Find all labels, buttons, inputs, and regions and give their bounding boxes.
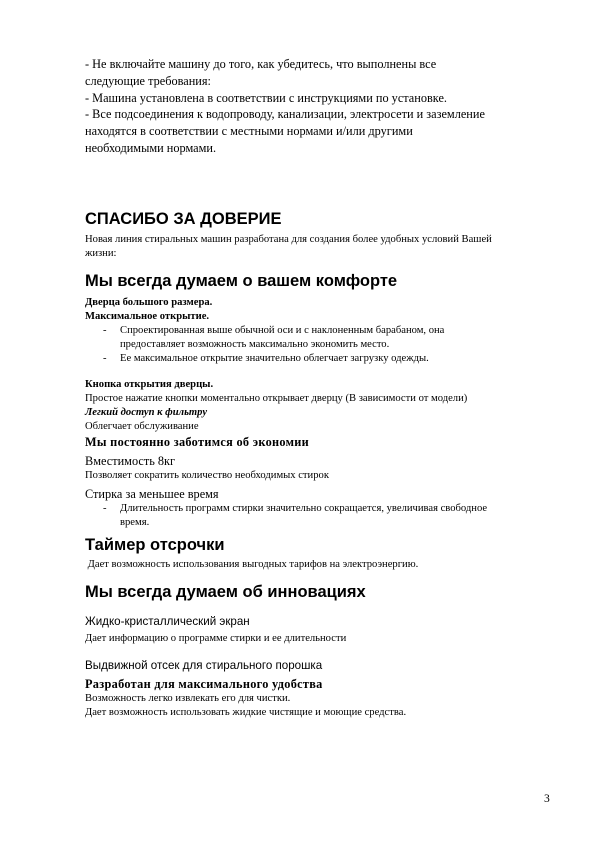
innovations-heading: Мы всегда думаем об инновациях — [85, 583, 366, 601]
lcd-text: Дает информацию о программе стирки и ее длительности — [85, 633, 347, 644]
economy-section — [85, 434, 555, 530]
bullet-text: Ее максимальное открытие значительно облегчает загрузку одежды. — [120, 353, 429, 364]
design-line: Возможность легко извлекать его для чистки. — [85, 693, 291, 704]
comfort-heading: Мы всегда думаем о вашем комфорте — [85, 272, 398, 290]
button-title: Кнопка открытия дверцы. — [85, 379, 214, 390]
bullet-dash: - — [103, 353, 107, 364]
drawer-section — [85, 658, 555, 720]
bullet-dash: - — [103, 503, 107, 514]
intro-line: - Машина установлена в соответствии с инструкциями по установке. — [85, 90, 447, 105]
intro-line: - Все подсоединения к водопроводу, канализации, электросети и заземление — [85, 107, 485, 122]
button-text: Простое нажатие кнопки моментально открывает дверцу (В зависимости от модели) — [85, 393, 468, 404]
economy-title: Мы постоянно заботимся об экономии — [85, 435, 310, 449]
door-subtitle: Максимальное открытие. — [85, 311, 210, 322]
intro-line: необходимыми нормами. — [85, 140, 217, 155]
thanks-heading: СПАСИБО ЗА ДОВЕРИЕ — [85, 210, 282, 228]
door-section — [85, 296, 555, 366]
capacity-title: Вместимость 8кг — [85, 454, 176, 468]
design-title: Разработан для максимального удобства — [85, 677, 323, 691]
capacity-text: Позволяет сократить количество необходимых стирок — [85, 470, 329, 481]
time-bullet — [85, 502, 555, 530]
thanks-text — [85, 233, 555, 261]
intro-requirements — [85, 56, 555, 157]
bullet-text: предоставляет возможность максимально экономить место. — [120, 339, 390, 350]
intro-line: находятся в соответствии с местными нормами и/или другими — [85, 124, 413, 139]
time-title: Стирка за меньшее время — [85, 487, 219, 501]
intro-line: - Не включайте машину до того, как убедитесь, что выполнены все — [85, 57, 437, 71]
door-title: Дверца большого размера. — [85, 297, 213, 308]
door-bullet-2 — [85, 352, 555, 366]
timer-text: Дает возможность использования выгодных тарифов на электроэнергию. — [85, 559, 419, 570]
drawer-title: Выдвижной отсек для стирального порошка — [85, 659, 323, 672]
button-section — [85, 378, 555, 434]
bullet-text: Длительность программ стирки значительно сокращается, увеличивая свободное — [120, 503, 488, 514]
door-bullet-1 — [85, 324, 555, 352]
lcd-title: Жидко-кристаллический экран — [85, 615, 250, 628]
page-number: 3 — [544, 792, 550, 805]
bullet-text: время. — [120, 517, 150, 528]
thanks-line: жизни: — [85, 248, 117, 259]
bullet-dash: - — [103, 325, 107, 336]
thanks-line: Новая линия стиральных машин разработана для создания более удобных условий Вашей — [85, 234, 492, 245]
bullet-text: Спроектированная выше обычной оси и с наклоненным барабаном, она — [120, 325, 445, 336]
design-line: Дает возможность использовать жидкие чистящие и моющие средства. — [85, 707, 407, 718]
filter-title: Легкий доступ к фильтру — [85, 407, 208, 418]
filter-text: Облегчает обслуживание — [85, 421, 199, 432]
lcd-section — [85, 614, 555, 646]
timer-heading: Таймер отсрочки — [85, 536, 225, 554]
intro-line: следующие требования: — [85, 73, 211, 88]
